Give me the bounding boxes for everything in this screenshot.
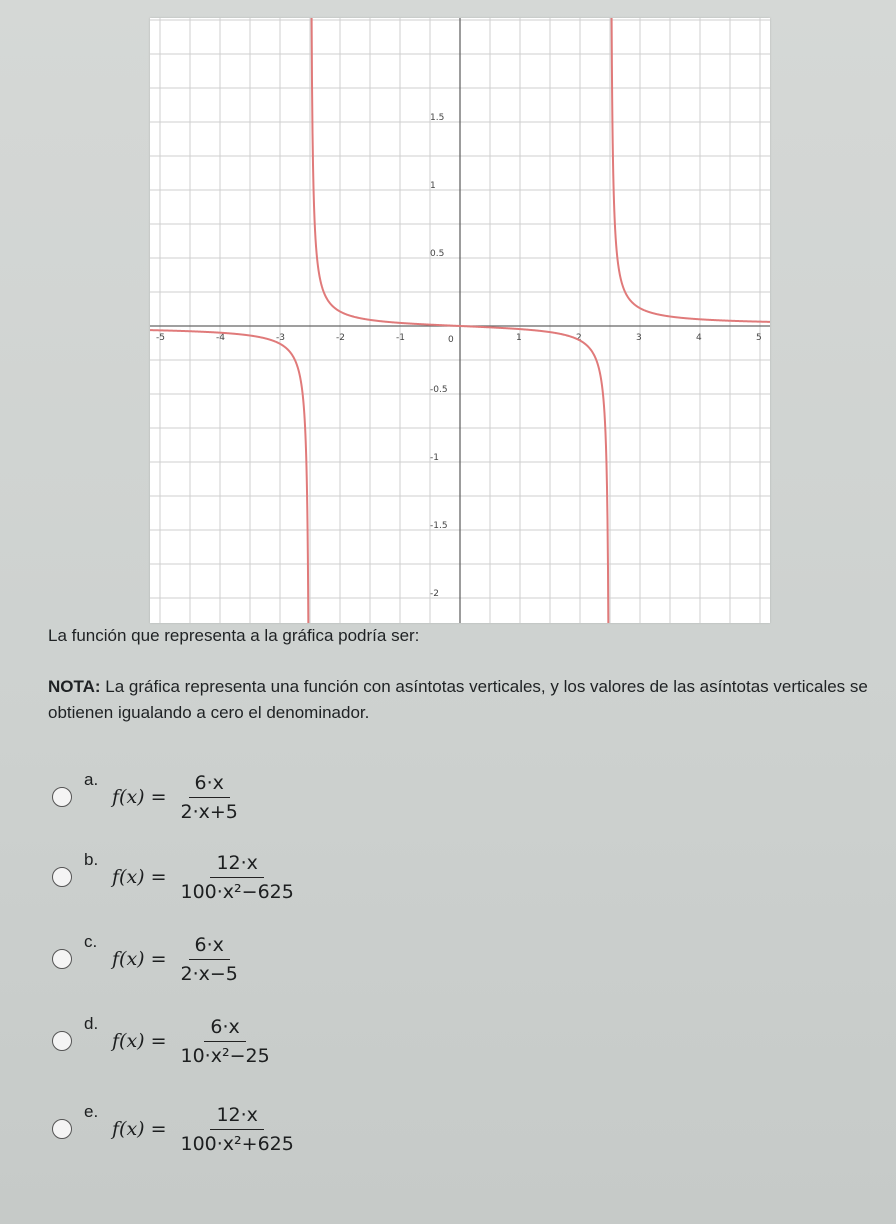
option-c-numerator: 6·x [189,934,230,960]
option-d-fraction [175,1016,276,1067]
option-e-lhs: f(x) [112,1118,145,1140]
option-b-formula [112,852,300,903]
option-a-numerator: 6·x [189,772,230,798]
option-d-letter: d. [84,1014,99,1033]
option-e-letter: e. [84,1102,99,1121]
function-graph [150,18,770,623]
series-line-f-x [610,18,770,322]
option-c-lhs: f(x) [112,948,145,970]
x-tick-label: 3 [636,333,642,343]
option-e-radio[interactable] [52,1119,72,1139]
option-a-equals: = [150,786,167,808]
y-tick-label: 0.5 [430,249,445,259]
option-b-lhs: f(x) [112,866,145,888]
option-c-equals: = [150,948,167,970]
option-d-numerator: 6·x [204,1016,245,1042]
graph-svg [150,18,770,623]
option-b[interactable] [52,842,472,912]
option-d-equals: = [150,1030,167,1052]
option-e-numerator: 12·x [210,1104,263,1130]
x-tick-label: -3 [276,333,285,343]
option-d[interactable] [52,1006,472,1076]
option-c-fraction [175,934,244,985]
option-c-formula [112,934,244,985]
x-tick-label: 2 [576,333,582,343]
x-tick-label: 1 [516,333,522,343]
option-b-equals: = [150,866,167,888]
y-tick-label: 1.5 [430,113,445,123]
question-intro: La función que representa a la gráfica podría ser: [48,626,420,645]
option-a[interactable] [52,762,472,832]
option-c-letter: c. [84,932,98,951]
x-tick-label: 4 [696,333,702,343]
option-d-radio[interactable] [52,1031,72,1051]
option-d-formula [112,1016,276,1067]
x-tick-label: -5 [156,333,165,343]
option-e-denominator: 100·x²+625 [180,1132,294,1155]
option-a-radio[interactable] [52,787,72,807]
option-c-radio[interactable] [52,949,72,969]
y-tick-label: -1.5 [430,521,448,531]
option-e-formula [112,1104,300,1155]
note-label: NOTA: [48,677,101,696]
option-a-fraction [175,772,244,823]
option-a-lhs: f(x) [112,786,145,808]
x-tick-label: -1 [396,333,405,343]
option-b-numerator: 12·x [210,852,263,878]
x-tick-label: 5 [756,333,762,343]
x-tick-label: -2 [336,333,345,343]
note-text: La gráfica representa una función con asíntotas verticales, y los valores de las asíntotas verticales se obtienen igualando a cero el denominador. [48,677,868,722]
option-e-fraction [175,1104,300,1155]
option-e[interactable] [52,1094,472,1164]
option-a-letter: a. [84,770,99,789]
option-b-radio[interactable] [52,867,72,887]
option-e-equals: = [150,1118,167,1140]
option-c-denominator: 2·x−5 [180,962,238,985]
y-tick-label: -2 [430,589,439,599]
option-c[interactable] [52,924,472,994]
y-tick-label: -1 [430,453,439,463]
option-b-letter: b. [84,850,99,869]
question-note [48,674,868,726]
x-tick-label: -4 [216,333,225,343]
option-d-lhs: f(x) [112,1030,145,1052]
series-line-f-x [150,330,310,623]
option-b-fraction [175,852,300,903]
y-tick-label: -0.5 [430,385,448,395]
option-a-denominator: 2·x+5 [180,800,238,823]
x-tick-label: 0 [448,335,454,345]
option-a-formula [112,772,244,823]
option-d-denominator: 10·x²−25 [180,1044,270,1067]
y-tick-label: 1 [430,181,436,191]
option-b-denominator: 100·x²−625 [180,880,294,903]
